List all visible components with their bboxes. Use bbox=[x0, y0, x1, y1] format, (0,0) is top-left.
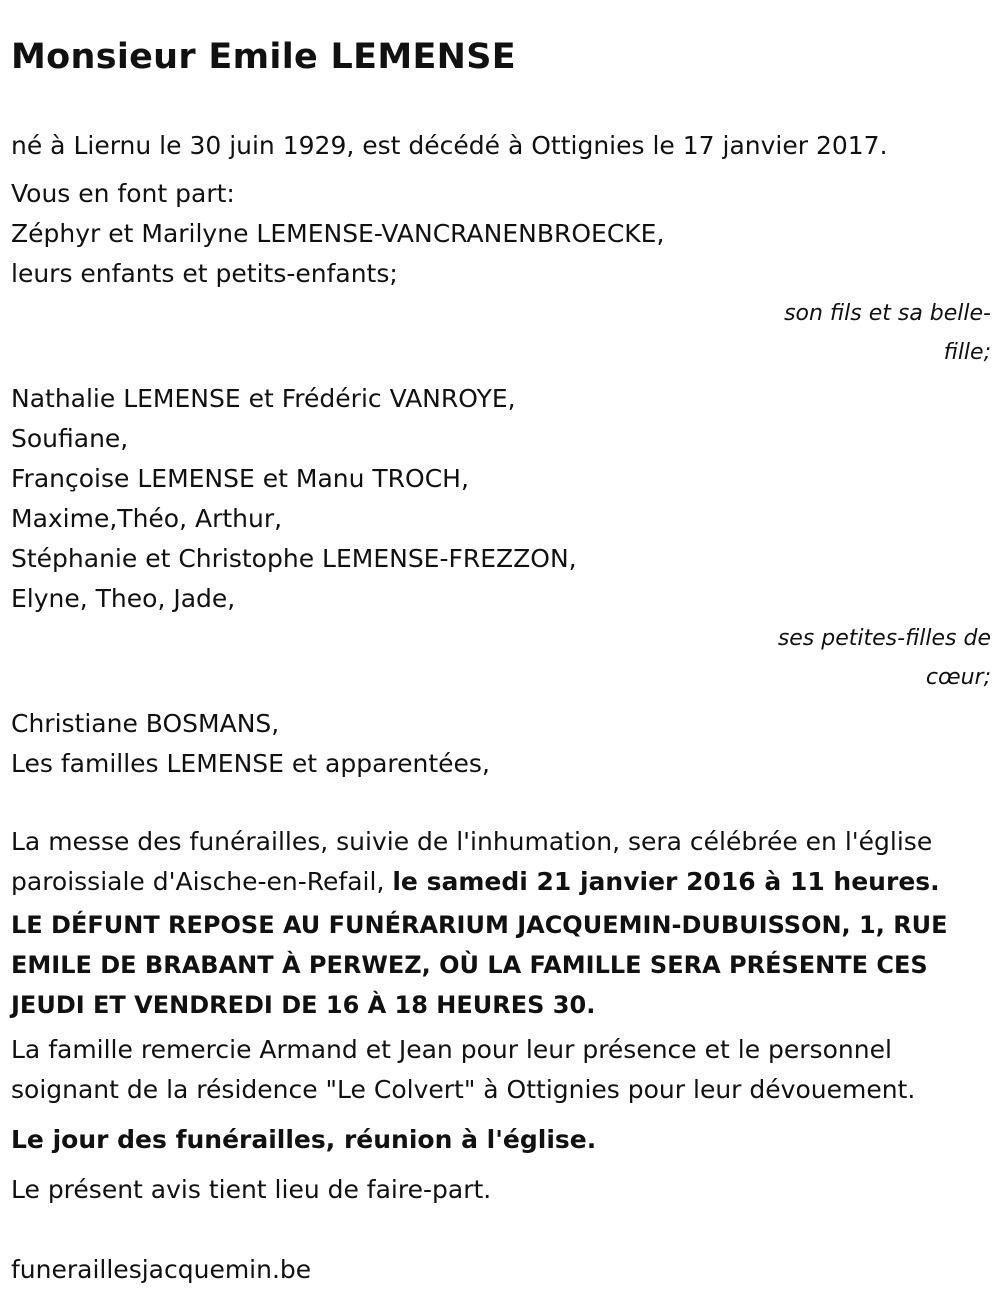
relation-label: fille; bbox=[943, 340, 991, 365]
family-line: Elyne, Theo, Jade, bbox=[11, 584, 236, 613]
family-line: Soufiane, bbox=[11, 424, 129, 453]
family-group-2 bbox=[11, 379, 991, 697]
family-line: leurs enfants et petits-enfants; bbox=[11, 259, 398, 288]
funerarium-paragraph: LE DÉFUNT REPOSE AU FUNÉRARIUM JACQUEMIN-DUBUISSON, 1, RUE EMILE DE BRABANT À PERWEZ, OÙ LA FAMILLE SERA PRÉSENTE CES JEUDI ET VENDREDI DE 16 À 18 HEURES 30. bbox=[11, 911, 948, 1019]
intro-line: Vous en font part: bbox=[11, 179, 235, 208]
reunion-line: Le jour des funérailles, réunion à l'église. bbox=[11, 1125, 597, 1154]
family-line: Stéphanie et Christophe LEMENSE-FREZZON, bbox=[11, 544, 577, 573]
page-title: Monsieur Emile LEMENSE bbox=[11, 37, 516, 77]
obituary-notice bbox=[11, 30, 991, 1290]
mass-paragraph bbox=[11, 822, 991, 902]
relation-label: son fils et sa belle- bbox=[784, 301, 991, 326]
family-line: Maxime,Théo, Arthur, bbox=[11, 504, 283, 533]
family-line: Zéphyr et Marilyne LEMENSE-VANCRANENBROECKE, bbox=[11, 219, 665, 248]
family-group-3 bbox=[11, 704, 991, 784]
mass-text: La messe des funérailles, suivie de l'inhumation, sera célébrée en l'église paroissiale d'Aische-en-Refail, bbox=[11, 827, 933, 896]
relation-label: ses petites-filles de bbox=[777, 626, 991, 651]
thanks-paragraph: La famille remercie Armand et Jean pour leur présence et le personnel soignant de la résidence "Le Colvert" à Ottignies pour leur dévouement. bbox=[11, 1035, 916, 1104]
website-link[interactable]: funeraillesjacquemin.be bbox=[11, 1255, 312, 1284]
mass-date: le samedi 21 janvier 2016 à 11 heures. bbox=[392, 867, 940, 896]
notice-line: Le présent avis tient lieu de faire-part. bbox=[11, 1175, 492, 1204]
family-line: Françoise LEMENSE et Manu TROCH, bbox=[11, 464, 469, 493]
family-group-1 bbox=[11, 214, 991, 372]
family-line: Nathalie LEMENSE et Frédéric VANROYE, bbox=[11, 384, 516, 413]
relation-label: cœur; bbox=[925, 665, 991, 690]
family-line: Christiane BOSMANS, bbox=[11, 709, 280, 738]
family-line: Les familles LEMENSE et apparentées, bbox=[11, 749, 490, 778]
birth-death-line: né à Liernu le 30 juin 1929, est décédé à Ottignies le 17 janvier 2017. bbox=[11, 131, 888, 160]
